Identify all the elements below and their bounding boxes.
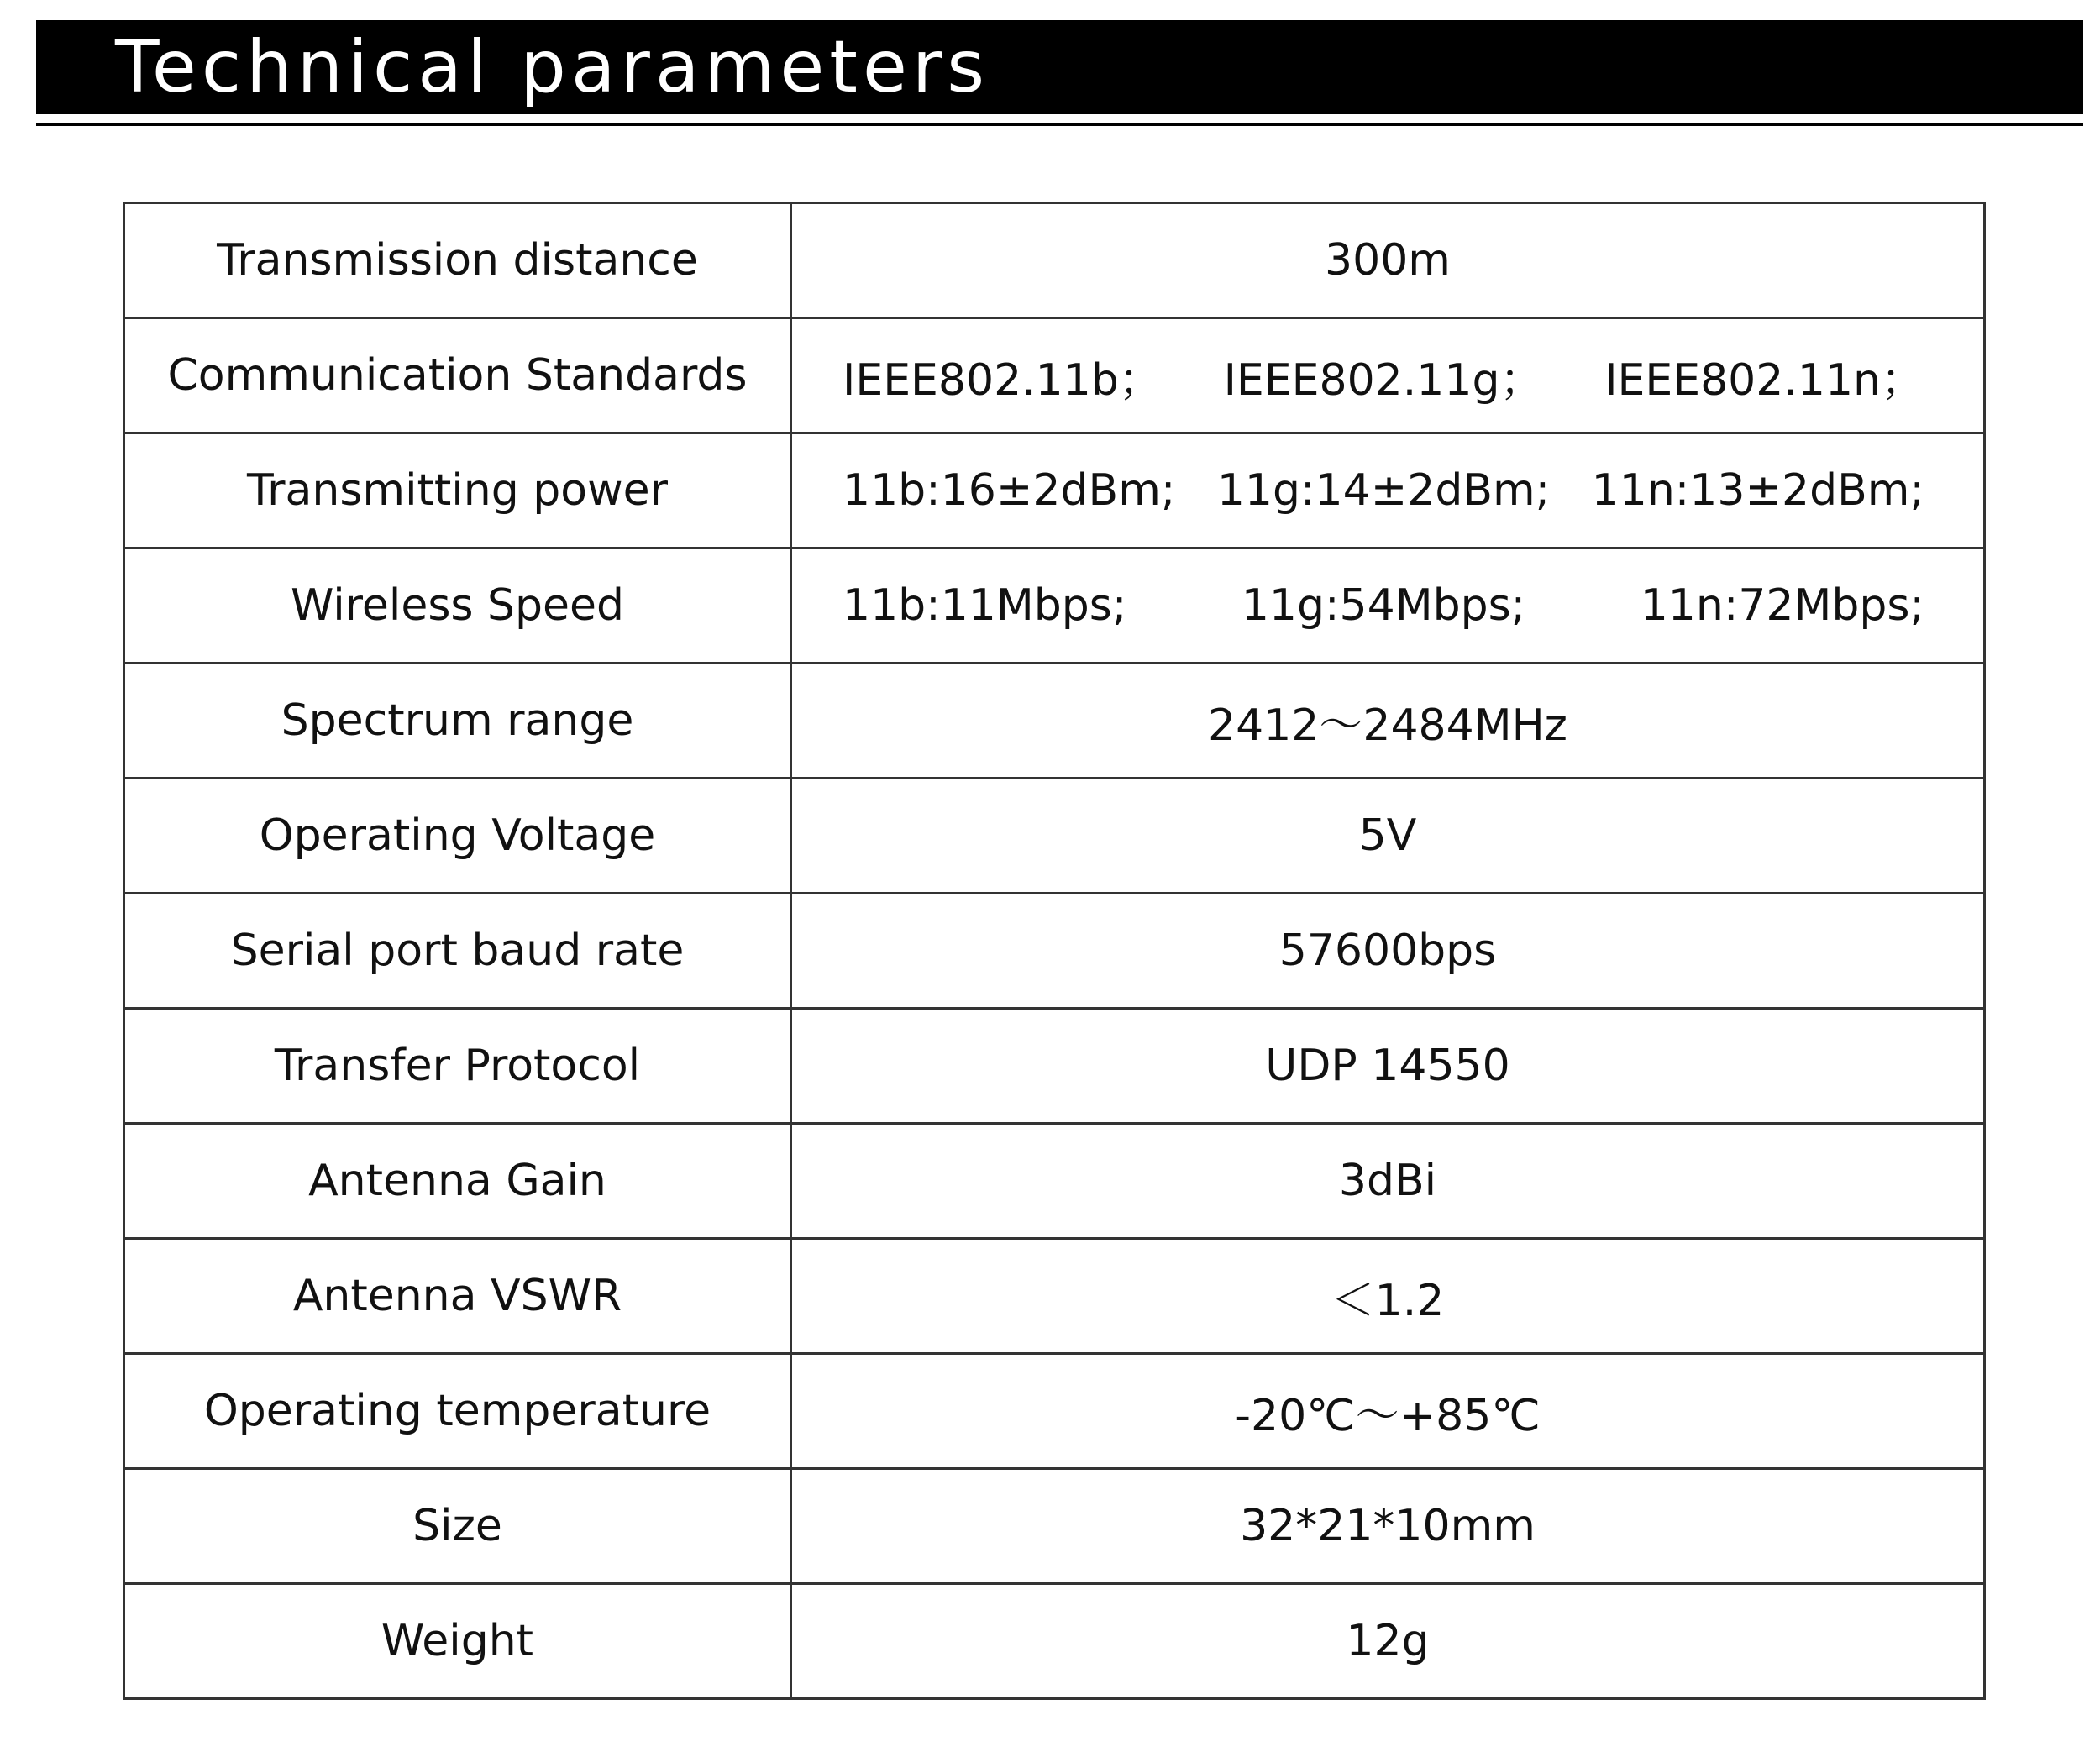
table-row [124, 1584, 1985, 1699]
param-value: 32*21*10mm [791, 1469, 1985, 1584]
title-bar [36, 20, 2083, 114]
param-value-item: 11n:13±2dBm; [1591, 465, 1924, 516]
param-value-item: IEEE802.11n； [1604, 354, 1924, 406]
param-value-item: 11b:11Mbps; [843, 580, 1127, 631]
param-value-item: 11g:14±2dBm; [1216, 465, 1551, 516]
param-label: Transmission distance [124, 203, 791, 318]
param-value: UDP 14550 [791, 1009, 1985, 1124]
param-label: Communication Standards [124, 318, 791, 433]
param-value: -20℃～+85℃ [791, 1354, 1985, 1469]
param-value-item: IEEE802.11g； [1223, 354, 1544, 406]
param-value: 12g [791, 1584, 1985, 1699]
param-value: 300m [791, 203, 1985, 318]
table-row [124, 1239, 1985, 1354]
param-value: 5V [791, 779, 1985, 894]
param-value: ＜1.2 [791, 1239, 1985, 1354]
table-row [124, 433, 1985, 548]
page-title: Technical parameters [115, 25, 990, 109]
table-row [124, 1354, 1985, 1469]
param-value: 2412～2484MHz [791, 664, 1985, 779]
param-label: Serial port baud rate [124, 894, 791, 1009]
table-row [124, 203, 1985, 318]
param-label: Transfer Protocol [124, 1009, 791, 1124]
param-value [791, 433, 1985, 548]
param-label: Antenna Gain [124, 1124, 791, 1239]
table-row [124, 1124, 1985, 1239]
table-row [124, 318, 1985, 433]
param-value-item: IEEE802.11b； [843, 354, 1163, 406]
param-value-item: 11b:16±2dBm; [843, 465, 1176, 516]
table-row [124, 1009, 1985, 1124]
param-label: Antenna VSWR [124, 1239, 791, 1354]
param-label: Operating temperature [124, 1354, 791, 1469]
param-value: 3dBi [791, 1124, 1985, 1239]
table-row [124, 1469, 1985, 1584]
param-value-item: 11g:54Mbps; [1241, 580, 1526, 631]
title-underline [36, 123, 2083, 126]
param-value-group [792, 580, 1983, 631]
param-label: Wireless Speed [124, 548, 791, 664]
param-label: Size [124, 1469, 791, 1584]
param-value [791, 318, 1985, 433]
param-value-item: 11n:72Mbps; [1640, 580, 1924, 631]
param-label: Operating Voltage [124, 779, 791, 894]
param-value-group [792, 344, 1983, 407]
param-label: Spectrum range [124, 664, 791, 779]
table-row [124, 548, 1985, 664]
param-value: 57600bps [791, 894, 1985, 1009]
table-row [124, 664, 1985, 779]
param-label: Weight [124, 1584, 791, 1699]
table-row [124, 894, 1985, 1009]
table-row [124, 779, 1985, 894]
param-value-group [792, 465, 1983, 516]
param-label: Transmitting power [124, 433, 791, 548]
param-value [791, 548, 1985, 664]
spec-table [123, 202, 1986, 1700]
